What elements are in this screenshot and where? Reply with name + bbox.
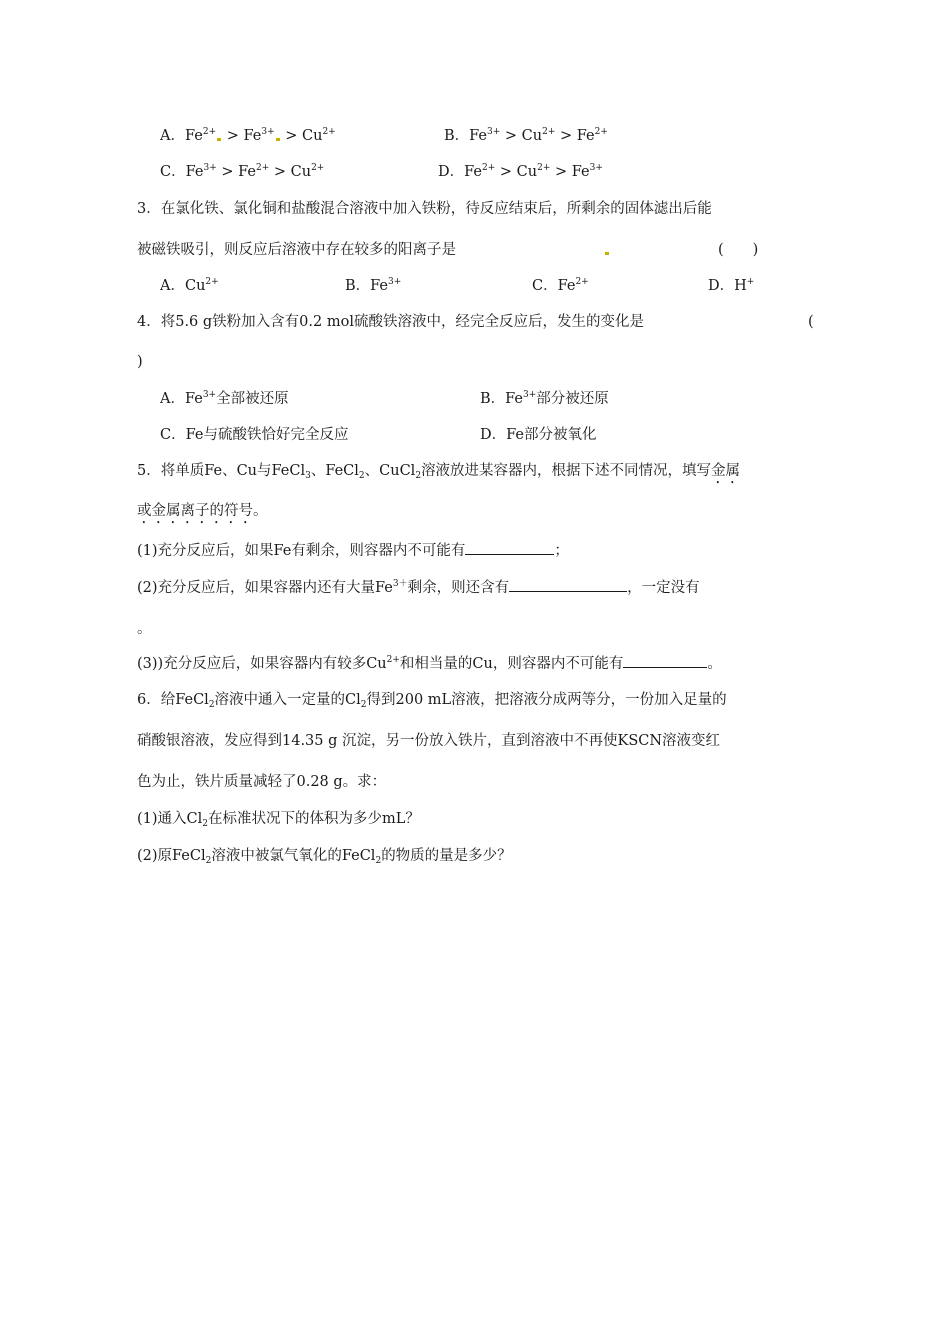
q5-text: 、FeCl [310, 463, 359, 479]
option-label: B．Fe [345, 278, 389, 294]
q5-part-text: ，一定没有 [627, 580, 700, 596]
ion-charge: 3+ [203, 163, 217, 173]
q5-part-text: 。 [707, 656, 722, 672]
ion-text: > Fe [555, 128, 595, 144]
option-label: A．Cu [160, 278, 206, 294]
q3-option-b [345, 276, 401, 296]
subscript: 2 [205, 856, 212, 866]
q6-stem-line3: 色为止，铁片质量减轻了0.28 g。求： [137, 774, 387, 790]
q2-option-d [438, 162, 603, 182]
q4-option-b [480, 389, 609, 409]
ion-text: > Cu [495, 164, 538, 180]
q6-stem-line2: 硝酸银溶液，发应得到14.35 g 沉淀，另一份放入铁片，直到溶液中不再使KSCN溶液变红 [137, 733, 721, 749]
q2-option-a [160, 126, 336, 146]
ion-charge: 2+ [322, 127, 336, 137]
q6-part-1 [137, 809, 420, 829]
ion-charge: 2+ [482, 163, 496, 173]
q5-part-text: 剩余，则还含有 [407, 580, 510, 596]
ion-text: > Cu [269, 164, 312, 180]
ion-charge: 3+ [261, 127, 275, 137]
emphasized-text: 或金属离子的符号 [137, 503, 253, 519]
subscript: 2 [360, 700, 367, 710]
subscript: 2 [375, 856, 382, 866]
q6-text: 溶液中被氯气氧化的FeCl [211, 848, 376, 864]
q3-option-d [708, 276, 754, 296]
ion-text: > Cu [500, 128, 543, 144]
subscript: 3 [305, 471, 311, 481]
ion-text: Fe [185, 164, 204, 180]
subscript: 2 [202, 819, 209, 829]
ion-charge: 3+ [589, 163, 603, 173]
q5-part-text: 和相当量的Cu，则容器内不可能有 [399, 656, 624, 672]
option-text: 部分被还原 [536, 391, 609, 407]
ion-charge: 2+ [537, 163, 551, 173]
q2-option-b [444, 126, 608, 146]
q6-text: 6．给FeCl [137, 692, 209, 708]
q5-part-2-end: 。 [137, 621, 152, 637]
q5-stem-line1 [137, 461, 740, 487]
q5-part-text: (3))充分反应后，如果容器内有较多Cu [137, 656, 387, 672]
option-label: D．H [708, 278, 747, 294]
q5-stem-line2 [137, 501, 268, 527]
q4-bracket-close: ) [137, 354, 143, 370]
ion-text: Fe [464, 164, 482, 180]
option-label: B． [444, 128, 470, 144]
q6-text: 在标准状况下的体积为多少mL？ [208, 811, 420, 827]
q2-option-c [160, 162, 324, 182]
ion-charge: 3+ [388, 277, 402, 287]
option-text: 全部被还原 [216, 391, 289, 407]
q5-part-1 [137, 540, 569, 561]
ion-charge: 2+ [542, 127, 556, 137]
emphasized-text: 金属 [711, 463, 741, 479]
ion-charge: + [746, 277, 755, 287]
q3-stem-line2 [137, 240, 456, 260]
ion-text: Fe [469, 128, 488, 144]
ion-text: Fe [184, 128, 203, 144]
answer-blank[interactable] [509, 577, 627, 592]
subscript: 2 [358, 471, 365, 481]
ion-charge: 3+ [487, 127, 501, 137]
q5-text: 。 [253, 503, 268, 519]
ion-charge: 3+ [523, 390, 537, 400]
option-label: D． [438, 164, 465, 180]
ion-charge: 2+ [575, 277, 589, 287]
option-label: A． [160, 128, 185, 144]
ion-charge: 2+ [202, 127, 217, 137]
q3-option-a [160, 276, 219, 296]
q4-bracket-open: ( [808, 314, 814, 330]
highlight-mark [217, 138, 221, 141]
option-label: A．Fe [160, 391, 203, 407]
q6-stem-line1 [137, 690, 727, 710]
ion-text: > Cu [280, 128, 323, 144]
ion-charge: 2+ [205, 277, 219, 287]
q3-stem-text: 被磁铁吸引，则反应后溶液中存在较多的阳离子是 [137, 242, 456, 258]
ion-text: > Fe [222, 128, 262, 144]
q5-part-text: ； [554, 543, 569, 559]
q6-text: 溶液中通入一定量的Cl [214, 692, 361, 708]
q6-part-2 [137, 846, 512, 866]
ion-charge: 2+ [311, 163, 325, 173]
q3-option-c [532, 276, 589, 296]
answer-blank[interactable] [465, 540, 554, 555]
q6-text: (1)通入Cl [137, 811, 203, 827]
q4-option-a [160, 389, 289, 409]
q5-text: 5．将单质Fe、Cu与FeCl [137, 463, 306, 479]
option-label: B．Fe [480, 391, 524, 407]
subscript: 2 [415, 471, 422, 481]
ion-charge: 3＋ [392, 579, 408, 589]
option-label: C． [160, 164, 186, 180]
option-label: C．Fe [532, 278, 576, 294]
ion-charge: 2+ [255, 163, 270, 173]
ion-charge: 2+ [594, 127, 608, 137]
ion-text: > Fe [216, 164, 256, 180]
q4-stem-line1: 4．将5.6 g铁粉加入含有0.2 mol硫酸铁溶液中，经完全反应后，发生的变化是 [137, 314, 644, 330]
q5-part-text: (1)充分反应后，如果Fe有剩余，则容器内不可能有 [137, 543, 466, 559]
q5-part-3 [137, 653, 722, 674]
q5-text: 溶液放进某容器内，根据下述不同情况，填写 [421, 463, 712, 479]
answer-blank[interactable] [623, 653, 707, 668]
q6-text: (2)原FeCl [137, 848, 206, 864]
q5-text: 、CuCl [364, 463, 416, 479]
q3-stem-line1: 3．在氯化铁、氯化铜和盐酸混合溶液中加入铁粉，待反应结束后，所剩余的固体滤出后能 [137, 201, 712, 217]
q5-part-text: (2)充分反应后，如果容器内还有大量Fe [137, 580, 393, 596]
q4-option-c: C．Fe与硫酸铁恰好完全反应 [160, 427, 349, 443]
subscript: 2 [208, 700, 215, 710]
q6-text: 得到200 mL溶液，把溶液分成两等分，一份加入足量的 [366, 692, 727, 708]
q4-option-d: D．Fe部分被氧化 [480, 427, 597, 443]
ion-text: > Fe [550, 164, 590, 180]
ion-charge: 2+ [386, 655, 400, 665]
q3-answer-bracket: ( ) [718, 242, 759, 258]
q6-text: 的物质的量是多少？ [381, 848, 512, 864]
highlight-mark [276, 138, 280, 141]
highlight-mark [605, 252, 609, 255]
q5-part-2 [137, 577, 700, 598]
ion-charge: 3+ [202, 390, 217, 400]
